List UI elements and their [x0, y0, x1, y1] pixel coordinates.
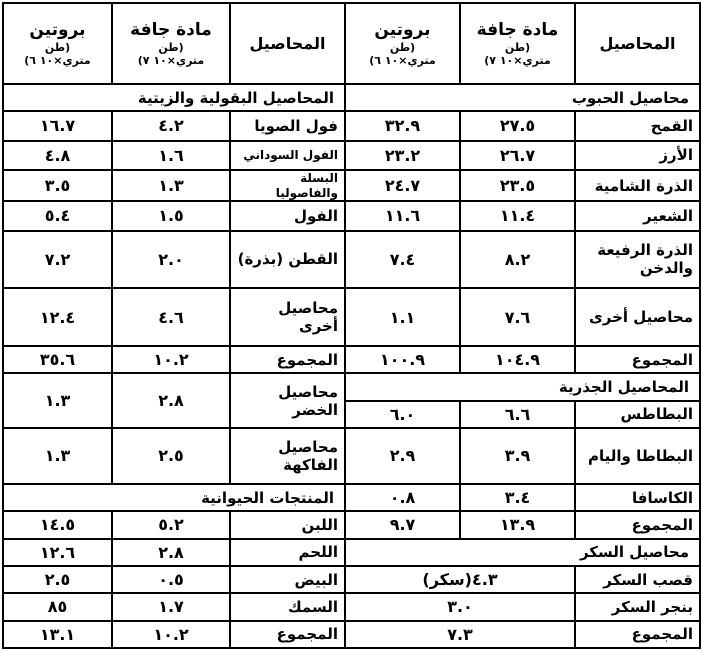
table-row: [3, 621, 700, 648]
dry-matter-value: ٤.٢: [112, 111, 230, 140]
dry-matter-value: ٢.٠: [112, 231, 230, 289]
crop-name: الذرة الرفيعة والدخن: [575, 231, 700, 289]
table-row: [3, 201, 700, 230]
section-cereals: محاصيل الحبوب: [345, 84, 700, 111]
crop-name: محاصيل الخضر: [230, 373, 345, 428]
header-protein-left: بروتين (طن متري×١٠ ٦): [3, 3, 112, 84]
crop-name: البطاطا واليام: [575, 428, 700, 484]
crop-name: الفول: [230, 201, 345, 230]
crop-name: محاصيل أخرى: [575, 288, 700, 346]
protein-value: ١٢.٦: [3, 539, 112, 566]
header-crops-right: المحاصيل: [575, 3, 700, 84]
table-row: [3, 288, 700, 346]
protein-value: ١.١: [345, 288, 460, 346]
crop-name: فول الصويا: [230, 111, 345, 140]
dry-matter-value: ٣.٩: [460, 428, 575, 484]
sugar-value: ٣.٠: [345, 593, 575, 620]
section-animal: المنتجات الحيوانية: [3, 484, 345, 511]
table-row: [3, 428, 700, 484]
protein-value: ٨٥: [3, 593, 112, 620]
dry-matter-value: ١.٥: [112, 201, 230, 230]
protein-value: ١٢.٤: [3, 288, 112, 346]
table-row: [3, 346, 700, 373]
section-sugar: محاصيل السكر: [345, 539, 700, 566]
dry-matter-value: ٢.٥: [112, 428, 230, 484]
crop-name: الشعير: [575, 201, 700, 230]
crop-name: القمح: [575, 111, 700, 140]
crop-name: الكاسافا: [575, 484, 700, 511]
section-row: [3, 84, 700, 111]
crop-name: الأرز: [575, 141, 700, 170]
table-row: [3, 141, 700, 170]
dry-matter-value: ٢٦.٧: [460, 141, 575, 170]
crop-name: البيض: [230, 566, 345, 593]
crop-name: السمك: [230, 593, 345, 620]
table-row: [3, 566, 700, 593]
header-dry-matter-right: مادة جافة (طن متري×١٠ ٧): [460, 3, 575, 84]
total-label: المجموع: [575, 346, 700, 373]
table-row: [3, 539, 700, 566]
protein-value: ١١.٦: [345, 201, 460, 230]
header-dry-matter-left: مادة جافة (طن متري×١٠ ٧): [112, 3, 230, 84]
protein-value: ٣٥.٦: [3, 346, 112, 373]
crop-name: البسلة والفاصوليا: [230, 170, 345, 201]
section-legumes-oil: المحاصيل البقولية والزيتية: [3, 84, 345, 111]
crop-name: القطن (بذرة): [230, 231, 345, 289]
protein-value: ٣٢.٩: [345, 111, 460, 140]
table-row: [3, 373, 700, 400]
dry-matter-value: ١.٧: [112, 593, 230, 620]
total-label: المجموع: [575, 621, 700, 648]
dry-matter-value: ٨.٢: [460, 231, 575, 289]
dry-matter-value: ١٠٤.٩: [460, 346, 575, 373]
protein-value: ٥.٤: [3, 201, 112, 230]
sugar-value: ٤.٣(سكر): [345, 566, 575, 593]
section-root: المحاصيل الجذرية: [345, 373, 700, 400]
crop-name: اللبن: [230, 511, 345, 538]
dry-matter-value: ٥.٢: [112, 511, 230, 538]
dry-matter-value: ١.٣: [112, 170, 230, 201]
protein-value: ٢٣.٢: [345, 141, 460, 170]
dry-matter-value: ١٣.٩: [460, 511, 575, 538]
dry-matter-value: ١٠.٢: [112, 346, 230, 373]
protein-value: ٦.٠: [345, 401, 460, 428]
crop-name: اللحم: [230, 539, 345, 566]
crop-name: بنجر السكر: [575, 593, 700, 620]
dry-matter-value: ١.٦: [112, 141, 230, 170]
total-label: المجموع: [575, 511, 700, 538]
protein-value: ٩.٧: [345, 511, 460, 538]
table-row: [3, 593, 700, 620]
dry-matter-value: ٠.٥: [112, 566, 230, 593]
dry-matter-value: ١١.٤: [460, 201, 575, 230]
header-protein-right: بروتين (طن متري×١٠ ٦): [345, 3, 460, 84]
protein-value: ٢٤.٧: [345, 170, 460, 201]
crop-name: الفول السوداني: [230, 141, 345, 170]
dry-matter-value: ٤.٦: [112, 288, 230, 346]
crop-name: الذرة الشامية: [575, 170, 700, 201]
crop-name: محاصيل الفاكهة: [230, 428, 345, 484]
dry-matter-value: ٣.٤: [460, 484, 575, 511]
protein-value: ٢.٩: [345, 428, 460, 484]
table-row: [3, 170, 700, 201]
crop-name: البطاطس: [575, 401, 700, 428]
dry-matter-value: ٢٣.٥: [460, 170, 575, 201]
table-row: [3, 231, 700, 289]
total-label: المجموع: [230, 346, 345, 373]
dry-matter-value: ٢.٨: [112, 539, 230, 566]
table-row: [3, 111, 700, 140]
dry-matter-value: ٢٧.٥: [460, 111, 575, 140]
protein-value: ٧.٤: [345, 231, 460, 289]
sugar-value: ٧.٣: [345, 621, 575, 648]
protein-value: ١٠٠.٩: [345, 346, 460, 373]
protein-value: ٣.٥: [3, 170, 112, 201]
protein-value: ١.٣: [3, 428, 112, 484]
protein-value: ١.٣: [3, 373, 112, 428]
dry-matter-value: ٦.٦: [460, 401, 575, 428]
dry-matter-value: ١٠.٢: [112, 621, 230, 648]
dry-matter-value: ٧.٦: [460, 288, 575, 346]
table-row: [3, 511, 700, 538]
header-crops-left: المحاصيل: [230, 3, 345, 84]
dry-matter-value: ٢.٨: [112, 373, 230, 428]
table-row: [3, 484, 700, 511]
protein-value: ١٤.٥: [3, 511, 112, 538]
protein-value: ١٦.٧: [3, 111, 112, 140]
protein-value: ٤.٨: [3, 141, 112, 170]
header-row: [3, 3, 700, 84]
protein-value: ٢.٥: [3, 566, 112, 593]
crop-name: محاصيل أخرى: [230, 288, 345, 346]
total-label: المجموع: [230, 621, 345, 648]
protein-value: ١٣.١: [3, 621, 112, 648]
protein-value: ٧.٢: [3, 231, 112, 289]
crop-name: قصب السكر: [575, 566, 700, 593]
crop-production-table: [2, 2, 701, 649]
protein-value: ٠.٨: [345, 484, 460, 511]
